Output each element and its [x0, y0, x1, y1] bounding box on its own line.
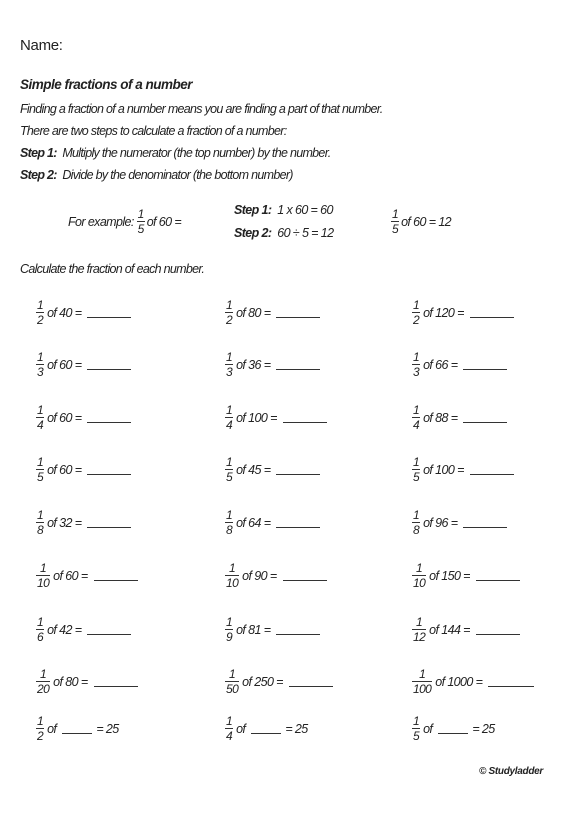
- fraction-denominator: 4: [37, 418, 44, 432]
- fraction-numerator: 1: [392, 207, 399, 221]
- example-step-1-calc: 1 x 60 = 60: [277, 203, 333, 217]
- fraction: [225, 668, 239, 695]
- fraction: [225, 616, 233, 643]
- fraction-numerator: 1: [416, 615, 423, 629]
- fraction-numerator: 1: [226, 403, 233, 417]
- problem-item: [36, 456, 131, 483]
- fraction-denominator: 2: [413, 313, 420, 327]
- fraction: [412, 668, 432, 695]
- answer-blank[interactable]: [87, 624, 131, 635]
- example-step-1-label: Step 1:: [234, 203, 272, 217]
- fraction: [36, 509, 44, 536]
- problem-expression: of 96 =: [423, 515, 458, 530]
- answer-blank[interactable]: [276, 517, 320, 528]
- fraction-numerator: 1: [413, 508, 420, 522]
- fraction-denominator: 3: [226, 365, 233, 379]
- problem-expression: of 144 =: [429, 622, 470, 637]
- answer-blank[interactable]: [87, 307, 131, 318]
- example-label: For example:: [68, 214, 134, 229]
- problem-expression: of 100 =: [236, 410, 277, 425]
- fraction: [412, 404, 420, 431]
- problem-expression: of 100 =: [423, 462, 464, 477]
- answer-blank[interactable]: [470, 307, 514, 318]
- fraction-denominator: 3: [37, 365, 44, 379]
- fraction-denominator: 5: [137, 222, 144, 236]
- fraction-numerator: 1: [40, 561, 47, 575]
- fraction: [225, 351, 233, 378]
- problem-expression: of 250 =: [242, 674, 283, 689]
- reverse-problem-item: [36, 715, 119, 742]
- answer-blank[interactable]: [87, 359, 131, 370]
- fraction: [225, 299, 233, 326]
- fraction-numerator: 1: [226, 615, 233, 629]
- fraction-numerator: 1: [40, 667, 47, 681]
- answer-blank[interactable]: [87, 517, 131, 528]
- fraction-denominator: 8: [37, 523, 44, 537]
- answer-blank[interactable]: [283, 412, 327, 423]
- fraction-numerator: 1: [226, 508, 233, 522]
- problem-expression: of 42 =: [47, 622, 82, 637]
- fraction-numerator: 1: [37, 615, 44, 629]
- fraction: [412, 509, 420, 536]
- answer-blank[interactable]: [476, 624, 520, 635]
- fraction-denominator: 9: [226, 630, 233, 644]
- fraction-numerator: 1: [413, 403, 420, 417]
- answer-blank[interactable]: [476, 570, 520, 581]
- problem-item: [412, 351, 507, 378]
- problem-expression: of 60 =: [53, 568, 88, 583]
- problem-item: [225, 351, 320, 378]
- fraction: [225, 562, 239, 589]
- fraction-numerator: 1: [416, 561, 423, 575]
- problem-expression: of 66 =: [423, 357, 458, 372]
- fraction-denominator: 5: [37, 470, 44, 484]
- fraction-denominator: 3: [413, 365, 420, 379]
- fraction-denominator: 6: [37, 630, 44, 644]
- answer-blank[interactable]: [438, 723, 468, 734]
- problem-expression: of 81 =: [236, 622, 271, 637]
- answer-blank[interactable]: [470, 464, 514, 475]
- problem-item: [36, 668, 138, 695]
- problem-item: [412, 299, 514, 326]
- problem-item: [225, 456, 320, 483]
- example-expression-text: of 60 =: [146, 214, 182, 229]
- fraction-numerator: 1: [229, 667, 236, 681]
- problem-expression: of 120 =: [423, 305, 464, 320]
- fraction-numerator: 1: [413, 350, 420, 364]
- fraction-numerator: 1: [137, 207, 144, 221]
- example-answer-text: of 60 = 12: [401, 214, 452, 229]
- problem-expression: of 80 =: [236, 305, 271, 320]
- step-2-text: Divide by the denominator (the bottom number): [62, 168, 293, 182]
- problem-item: [36, 299, 131, 326]
- problem-item: [225, 616, 320, 643]
- reverse-problem-result: = 25: [285, 721, 308, 736]
- example-fraction: [137, 208, 145, 235]
- fraction: [36, 404, 44, 431]
- problem-item: [412, 668, 534, 695]
- fraction: [412, 299, 420, 326]
- fraction-denominator: 10: [226, 576, 239, 590]
- reverse-problem-item: [225, 715, 308, 742]
- fraction-numerator: 1: [413, 298, 420, 312]
- answer-blank[interactable]: [289, 676, 333, 687]
- name-label: Name:: [20, 37, 63, 54]
- problem-item: [412, 404, 507, 431]
- fraction-numerator: 1: [37, 455, 44, 469]
- problem-expression: of 60 =: [47, 462, 82, 477]
- fraction-denominator: 20: [37, 682, 50, 696]
- worksheet-title: Simple fractions of a number: [20, 77, 193, 92]
- fraction-numerator: 1: [37, 508, 44, 522]
- answer-blank[interactable]: [94, 676, 138, 687]
- problem-expression: of 1000 =: [435, 674, 483, 689]
- problem-expression: of 32 =: [47, 515, 82, 530]
- fraction-denominator: 4: [413, 418, 420, 432]
- fraction: [412, 456, 420, 483]
- answer-blank[interactable]: [283, 570, 327, 581]
- fraction: [225, 404, 233, 431]
- fraction-denominator: 100: [413, 682, 432, 696]
- fraction: [412, 562, 426, 589]
- problem-item: [36, 509, 131, 536]
- fraction: [225, 509, 233, 536]
- intro-line-1: Finding a fraction of a number means you are finding a part of that number.: [20, 102, 383, 116]
- reverse-problem-result: = 25: [96, 721, 119, 736]
- fraction: [412, 351, 420, 378]
- fraction-numerator: 1: [229, 561, 236, 575]
- problem-item: [412, 562, 520, 589]
- problem-item: [36, 351, 131, 378]
- fraction-numerator: 1: [226, 298, 233, 312]
- reverse-problem-of: of: [236, 721, 246, 736]
- problem-item: [225, 299, 320, 326]
- fraction-denominator: 50: [226, 682, 239, 696]
- step-2-label: Step 2:: [20, 168, 57, 182]
- fraction-numerator: 1: [37, 714, 44, 728]
- reverse-problem-item: [412, 715, 495, 742]
- problem-item: [412, 616, 520, 643]
- fraction-denominator: 2: [226, 313, 233, 327]
- fraction-denominator: 5: [413, 470, 420, 484]
- reverse-problem-of: of: [47, 721, 57, 736]
- fraction: [36, 299, 44, 326]
- step-2-line: [20, 168, 293, 182]
- fraction-denominator: 5: [226, 470, 233, 484]
- fraction: [36, 668, 50, 695]
- problem-expression: of 64 =: [236, 515, 271, 530]
- fraction-numerator: 1: [37, 403, 44, 417]
- problem-expression: of 40 =: [47, 305, 82, 320]
- reverse-problem-result: = 25: [472, 721, 495, 736]
- copyright: © Studyladder: [478, 766, 543, 777]
- problem-item: [412, 456, 514, 483]
- fraction-numerator: 1: [226, 350, 233, 364]
- answer-blank[interactable]: [94, 570, 138, 581]
- fraction: [225, 715, 233, 742]
- problem-expression: of 150 =: [429, 568, 470, 583]
- example-expression: [68, 208, 181, 235]
- answer-blank[interactable]: [488, 676, 534, 687]
- fraction-denominator: 4: [226, 729, 233, 743]
- fraction-denominator: 10: [413, 576, 426, 590]
- fraction-numerator: 1: [419, 667, 426, 681]
- example-step-1: [234, 203, 333, 217]
- problem-item: [225, 404, 327, 431]
- answer-blank[interactable]: [276, 359, 320, 370]
- fraction-numerator: 1: [226, 714, 233, 728]
- problem-expression: of 90 =: [242, 568, 277, 583]
- fraction-numerator: 1: [413, 455, 420, 469]
- intro-line-2: There are two steps to calculate a fraction of a number:: [20, 124, 287, 138]
- answer-blank[interactable]: [276, 307, 320, 318]
- answer-blank[interactable]: [62, 723, 92, 734]
- answer-blank[interactable]: [87, 412, 131, 423]
- problem-item: [36, 616, 131, 643]
- fraction-denominator: 10: [37, 576, 50, 590]
- fraction: [36, 562, 50, 589]
- problem-item: [225, 668, 333, 695]
- problem-expression: of 36 =: [236, 357, 271, 372]
- fraction-numerator: 1: [226, 455, 233, 469]
- fraction: [36, 351, 44, 378]
- fraction-denominator: 12: [413, 630, 426, 644]
- answer-blank[interactable]: [463, 412, 507, 423]
- problem-expression: of 88 =: [423, 410, 458, 425]
- example-step-2-calc: 60 ÷ 5 = 12: [277, 226, 334, 240]
- fraction: [412, 715, 420, 742]
- example-answer: [391, 208, 451, 235]
- fraction-denominator: 2: [37, 729, 44, 743]
- fraction: [412, 616, 426, 643]
- fraction: [36, 616, 44, 643]
- fraction-denominator: 4: [226, 418, 233, 432]
- problem-expression: of 60 =: [47, 410, 82, 425]
- problem-expression: of 60 =: [47, 357, 82, 372]
- fraction-numerator: 1: [37, 298, 44, 312]
- example-step-2: [234, 226, 333, 240]
- answer-blank[interactable]: [251, 723, 281, 734]
- reverse-problem-of: of: [423, 721, 433, 736]
- example-answer-fraction: [391, 208, 399, 235]
- answer-blank[interactable]: [276, 464, 320, 475]
- answer-blank[interactable]: [463, 517, 507, 528]
- answer-blank[interactable]: [276, 624, 320, 635]
- problem-expression: of 80 =: [53, 674, 88, 689]
- fraction: [36, 715, 44, 742]
- problem-item: [225, 562, 327, 589]
- example-step-2-label: Step 2:: [234, 226, 272, 240]
- fraction-denominator: 8: [413, 523, 420, 537]
- problem-expression: of 45 =: [236, 462, 271, 477]
- fraction-denominator: 5: [413, 729, 420, 743]
- fraction-numerator: 1: [413, 714, 420, 728]
- problem-item: [36, 404, 131, 431]
- step-1-line: [20, 146, 330, 160]
- answer-blank[interactable]: [87, 464, 131, 475]
- problem-item: [36, 562, 138, 589]
- step-1-label: Step 1:: [20, 146, 57, 160]
- fraction: [225, 456, 233, 483]
- answer-blank[interactable]: [463, 359, 507, 370]
- problem-item: [412, 509, 507, 536]
- fraction-denominator: 2: [37, 313, 44, 327]
- fraction-numerator: 1: [37, 350, 44, 364]
- instruction-text: Calculate the fraction of each number.: [20, 262, 205, 276]
- fraction-denominator: 8: [226, 523, 233, 537]
- step-1-text: Multiply the numerator (the top number) by the number.: [62, 146, 331, 160]
- fraction: [36, 456, 44, 483]
- problem-item: [225, 509, 320, 536]
- fraction-denominator: 5: [392, 222, 399, 236]
